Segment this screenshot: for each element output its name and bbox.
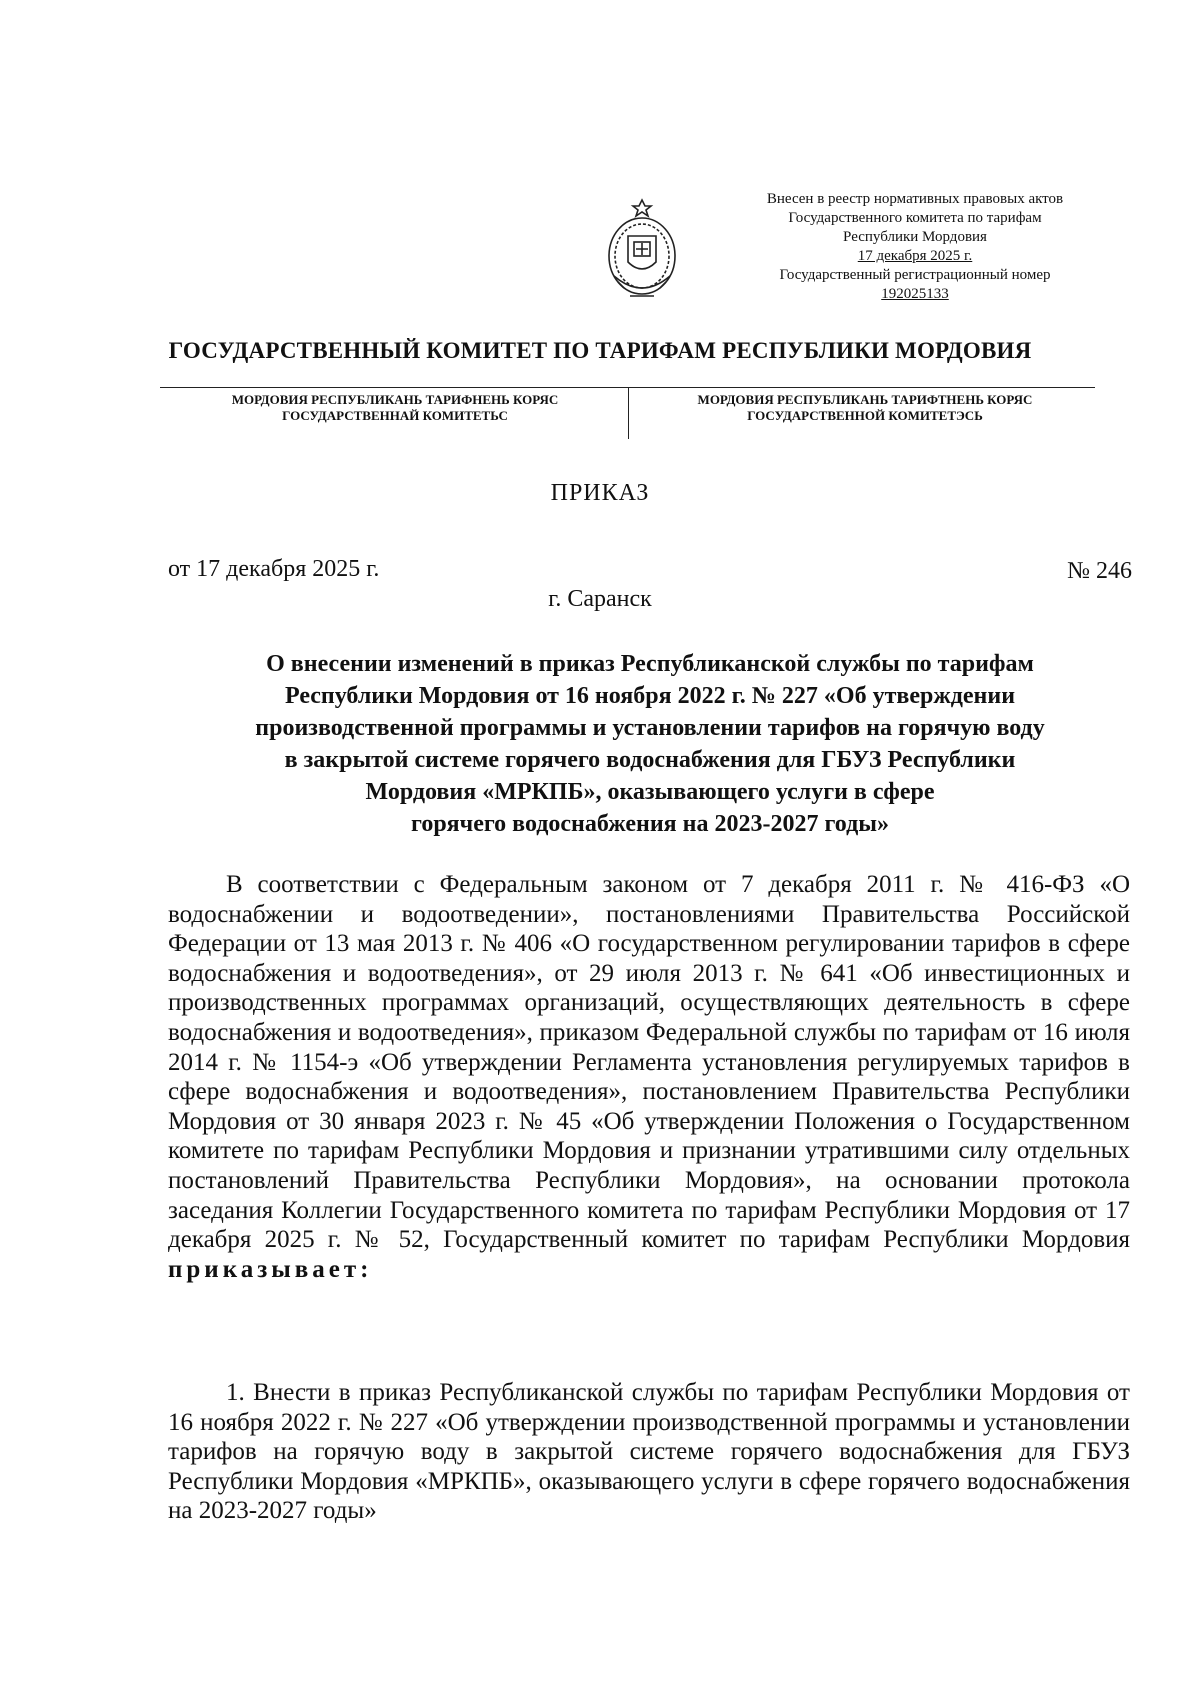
registry-note bbox=[735, 190, 1095, 304]
document-heading bbox=[190, 648, 1110, 840]
document-number: № 246 bbox=[1067, 558, 1132, 584]
organization-title-erzya bbox=[645, 392, 1085, 424]
document-type: ПРИКАЗ bbox=[550, 480, 650, 506]
registry-date: 17 декабря 2025 г. bbox=[857, 248, 973, 264]
heading-line: Республики Мордовия от 16 ноября 2022 г. № 227 «Об утверждении bbox=[284, 683, 1016, 709]
heading-line: О внесении изменений в приказ Республиканской службы по тарифам bbox=[266, 651, 1034, 677]
order-item-1: 1. Внести в приказ Республиканской службы по тарифам Республики Мордовия от 16 ноября 2022 г. № 227 «Об утверждении производственной программы и установлении тарифов на горячую воду в закрытой системе горячего водоснабжения для ГБУЗ Республики Мордовия «МРКПБ», оказывающего услуги в сфере горячего водоснабжения на 2023-2027 годы» bbox=[168, 1379, 1130, 1525]
preamble-text: В соответствии с Федеральным законом от 7 декабря 2011 г. № 416-ФЗ «О водоснабжении и водоотведении», постановлениями Правительства Российской Федерации от 13 мая 2013 г. № 406 «О государственном регулировании тарифов в сфере водоснабжения и водоотведения», от 29 июля 2013 г. № 641 «Об инвестиционных и производственных программах организаций, осуществляющих деятельность в сфере водоснабжения и водоотведения», приказом Федеральной службы по тарифам от 16 июля 2014 г. № 1154-э «Об утверждении Регламента установления регулируемых тарифов в сфере водоснабжения и водоотведения», постановлением Правительства Республики Мордовия от 30 января 2023 г. № 45 «Об утверждении Положения о Государственном комитете по тарифам Республики Мордовия и признании утратившими силу отдельных постановлений Правительства Республики Мордовия», на основании протокола заседания Коллегии Государственного комитета по тарифам Республики Мордовия от 17 декабря 2025 г. № 52, Государственный комитет по тарифам Республики Мордовия bbox=[168, 871, 1130, 1254]
registry-line-1: Внесен в реестр нормативных правовых актов bbox=[766, 191, 1064, 207]
document-city: г. Саранск bbox=[548, 586, 652, 612]
document-date: от 17 декабря 2025 г. bbox=[168, 556, 380, 582]
moksha-line-1: МОРДОВИЯ РЕСПУБЛИКАНЬ ТАРИФНЕНЬ КОРЯС bbox=[231, 392, 559, 407]
registry-number: 192025133 bbox=[881, 286, 949, 302]
coat-of-arms-icon bbox=[600, 196, 684, 308]
moksha-line-2: ГОСУДАРСТВЕННАЙ КОМИТЕТЬС bbox=[282, 408, 508, 423]
registry-line-2: Государственного комитета по тарифам bbox=[788, 210, 1042, 226]
organization-title: ГОСУДАРСТВЕННЫЙ КОМИТЕТ ПО ТАРИФАМ РЕСПУБЛИКИ МОРДОВИЯ bbox=[168, 338, 1032, 363]
registry-line-3: Республики Мордовия bbox=[843, 229, 987, 245]
heading-line: в закрытой системе горячего водоснабжения для ГБУЗ Республики bbox=[284, 747, 1016, 773]
erzya-line-1: МОРДОВИЯ РЕСПУБЛИКАНЬ ТАРИФТНЕНЬ КОРЯС bbox=[697, 392, 1033, 407]
heading-line: производственной программы и установлении тарифов на горячую воду bbox=[255, 715, 1045, 741]
heading-line: горячего водоснабжения на 2023-2027 годы» bbox=[411, 811, 889, 837]
organization-title-moksha bbox=[185, 392, 605, 424]
registry-number-label: Государственный регистрационный номер bbox=[779, 267, 1051, 283]
erzya-line-2: ГОСУДАРСТВЕННОЙ КОМИТЕТЭСЬ bbox=[747, 408, 983, 423]
orders-keyword: приказывает: bbox=[168, 1255, 373, 1283]
heading-line: Мордовия «МРКПБ», оказывающего услуги в сфере bbox=[365, 779, 935, 805]
header-vertical-divider bbox=[628, 387, 629, 439]
preamble-paragraph bbox=[168, 870, 1130, 1284]
